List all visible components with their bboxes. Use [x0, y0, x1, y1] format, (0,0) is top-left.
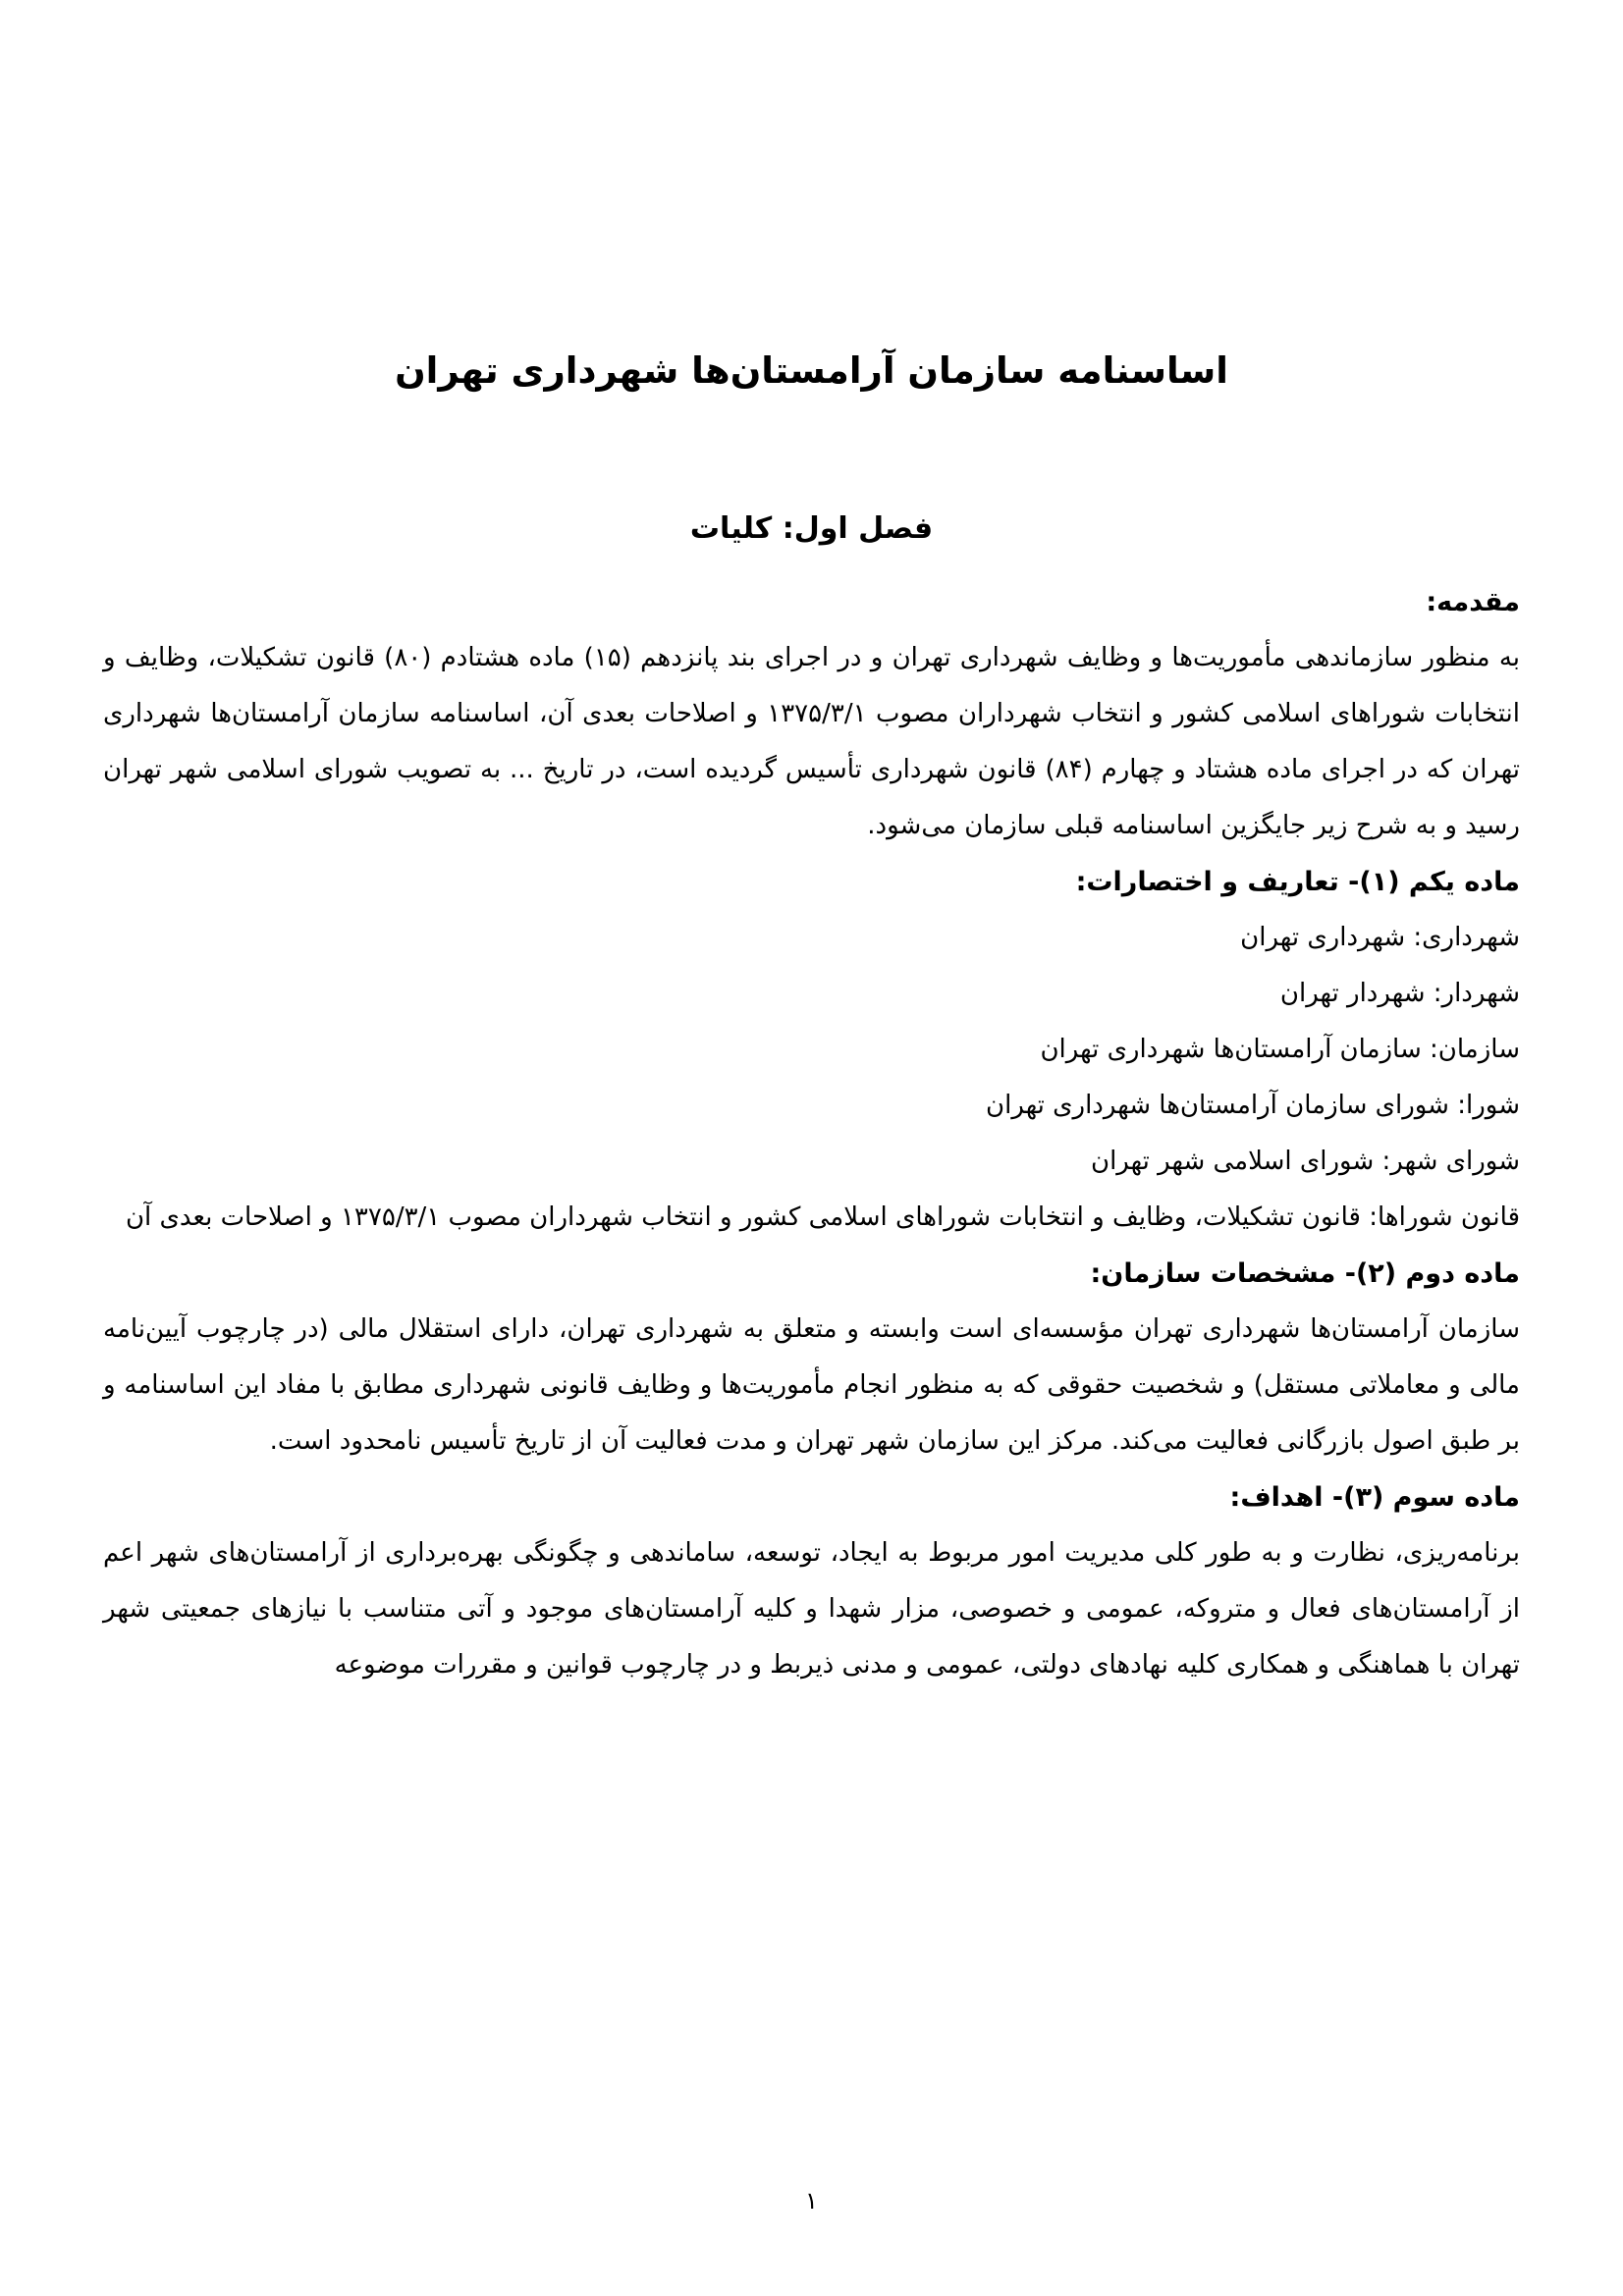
- section-article-1: [103, 854, 1520, 1246]
- page-number: ۱: [805, 2187, 818, 2215]
- chapter-heading: فصل اول: کلیات: [689, 511, 934, 546]
- definition-councils-law: قانون شوراها: قانون تشکیلات، وظایف و انتخابات شوراهای اسلامی کشور و انتخاب شهرداران مصوب ۱۳۷۵/۳/۱ و اصلاحات بعدی آن: [125, 1202, 1520, 1232]
- article-1-heading: ماده یکم (۱)- تعاریف و اختصارات:: [1075, 867, 1520, 897]
- document-content: [0, 346, 1623, 1693]
- definition-mayor: شهردار: شهردار تهران: [1279, 979, 1520, 1008]
- definition-city-council: شورای شهر: شورای اسلامی شهر تهران: [1090, 1147, 1520, 1176]
- definition-council: شورا: شورای سازمان آرامستان‌ها شهرداری تهران: [986, 1091, 1520, 1120]
- definition-organization: سازمان: سازمان آرامستان‌ها شهرداری تهران: [1040, 1035, 1520, 1064]
- intro-heading: مقدمه:: [1426, 587, 1520, 617]
- article-2-paragraph: سازمان آرامستان‌ها شهرداری تهران مؤسسه‌ای است وابسته و متعلق به شهرداری تهران، دارای استقلال مالی (در چارچوب آیین‌نامه مالی و معاملاتی مستقل) و شخصیت حقوقی که به منظور انجام مأموریت‌ها و وظایف قانونی شهرداری مطابق با مفاد این اساسنامه و بر طبق اصول بازرگانی فعالیت می‌کند. مرکز این سازمان شهر تهران و مدت فعالیت آن از تاریخ تأسیس نامحدود است.: [103, 1314, 1520, 1456]
- article-3-paragraph: برنامه‌ریزی، نظارت و به طور کلی مدیریت امور مربوط به ایجاد، توسعه، ساماندهی و چگونگی بهره‌برداری از آرامستان‌های شهر اعم از آرامستان‌های فعال و متروکه، عمومی و خصوصی، مزار شهدا و کلیه آرامستان‌های موجود و آتی متناسب با نیازهای جمعیتی شهر تهران با هماهنگی و همکاری کلیه نهادهای دولتی، عمومی و مدنی ذیربط و در چارچوب قوانین و مقررات موضوعه: [103, 1538, 1520, 1680]
- section-intro: [103, 574, 1520, 854]
- intro-paragraph: به منظور سازماندهی مأموریت‌ها و وظایف شهرداری تهران و در اجرای بند پانزدهم (۱۵) ماده هشتادم (۸۰) قانون تشکیلات، وظایف و انتخابات شوراهای اسلامی کشور و انتخاب شهرداران مصوب ۱۳۷۵/۳/۱ و اصلاحات بعدی آن، اساسنامه سازمان آرامستان‌ها شهرداری تهران که در اجرای ماده هشتاد و چهارم (۸۴) قانون شهرداری تأسیس گردیده است، در تاریخ ... به تصویب شورای اسلامی شهر تهران رسید و به شرح زیر جایگزین اساسنامه قبلی سازمان می‌شود.: [103, 643, 1520, 840]
- article-2-heading: ماده دوم (۲)- مشخصات سازمان:: [1090, 1258, 1520, 1289]
- document-title: اساسنامه سازمان آرامستان‌ها شهرداری تهران: [395, 349, 1228, 392]
- section-article-3: [103, 1469, 1520, 1693]
- definition-municipality: شهرداری: شهرداری تهران: [1240, 923, 1520, 952]
- section-article-2: [103, 1246, 1520, 1469]
- article-3-heading: ماده سوم (۳)- اهداف:: [1229, 1482, 1520, 1513]
